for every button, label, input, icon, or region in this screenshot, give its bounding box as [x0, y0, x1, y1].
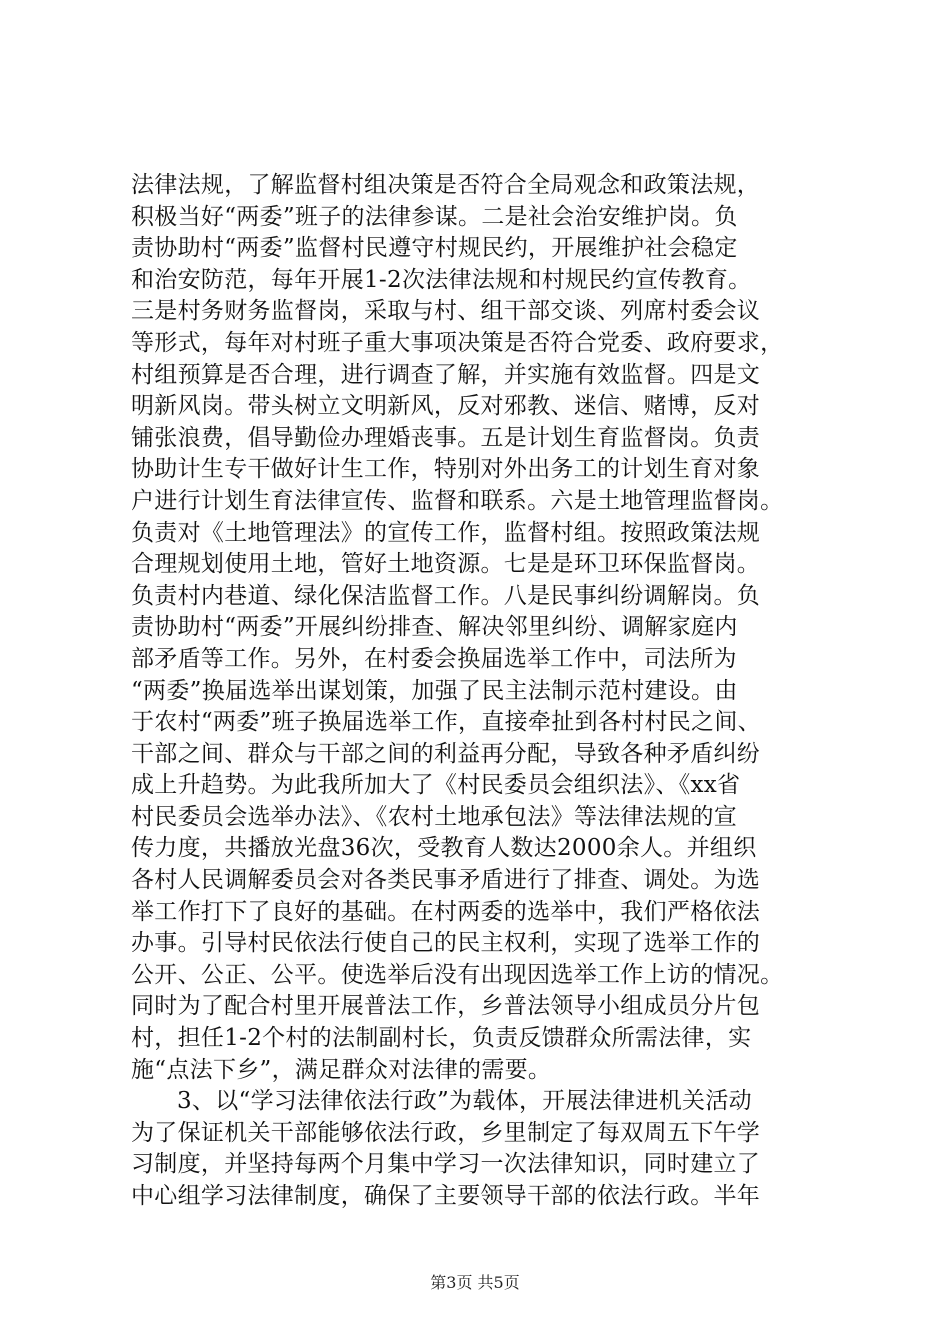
text-line: 中心组学习法律制度，确保了主要领导干部的依法行政。半年 [131, 1183, 761, 1209]
section-heading: 3、以“学习法律依法行政”为载体，开展法律进机关活动 [177, 1088, 752, 1115]
text-line: 村民委员会选举办法》、《农村土地承包法》等法律法规的宣 [131, 803, 738, 830]
text-line: 成上升趋势。为此我所加大了《村民委员会组织法》、《xx省 [131, 772, 741, 799]
text-line: 户进行计划生育法律宣传、监督和联系。六是土地管理监督岗。 [131, 487, 784, 514]
text-line: 合理规划使用土地，管好土地资源。七是是环卫环保监督岗。 [131, 551, 761, 578]
text-line: 村组预算是否合理，进行调查了解，并实施有效监督。四是文 [131, 361, 761, 388]
text-line: 传力度，共播放光盘36次，受教育人数达2000余人。并组织 [131, 835, 757, 862]
text-line: 等形式，每年对村班子重大事项决策是否符合党委、政府要求， [131, 329, 784, 356]
text-line: 习制度，并坚持每两个月集中学习一次法律知识，同时建立了 [131, 1151, 761, 1178]
text-line: 协助计生专干做好计生工作，特别对外出务工的计划生育对象 [131, 456, 761, 483]
text-line: 公开、公正、公平。使选举后没有出现因选举工作上访的情况。 [131, 961, 784, 988]
text-line: 为了保证机关干部能够依法行政，乡里制定了每双周五下午学 [131, 1119, 761, 1146]
text-line: 和治安防范，每年开展1-2次法律法规和村规民约宣传教育。 [131, 266, 752, 293]
text-line: 部矛盾等工作。另外，在村委会换届选举工作中，司法所为 [131, 645, 737, 672]
text-line: “两委”换届选举出谋划策，加强了民主法制示范村建设。由 [131, 677, 738, 704]
text-line: 于农村“两委”班子换届选举工作，直接牵扯到各村村民之间、 [131, 709, 761, 736]
text-line: 举工作打下了良好的基础。在村两委的选举中，我们严格依法 [131, 898, 761, 925]
page-footer: 第3页 共5页 [430, 1273, 520, 1292]
text-line: 明新风岗。带头树立文明新风，反对邪教、迷信、赌博，反对 [131, 393, 761, 420]
text-line: 法律法规，了解监督村组决策是否符合全局观念和政策法规， [131, 172, 761, 198]
text-line: 负责对《土地管理法》的宣传工作，监督村组。按照政策法规 [131, 519, 761, 546]
text-line: 责协助村“两委”监督村民遵守村规民约，开展维护社会稳定 [131, 235, 738, 262]
text-line: 干部之间、群众与干部之间的利益再分配，导致各种矛盾纠纷 [131, 740, 761, 767]
text-line: 积极当好“两委”班子的法律参谋。二是社会治安维护岗。负 [131, 203, 738, 230]
text-line: 同时为了配合村里开展普法工作，乡普法领导小组成员分片包 [131, 993, 761, 1020]
text-line: 施“点法下乡”，满足群众对法律的需要。 [131, 1056, 552, 1083]
text-line: 负责村内巷道、绿化保洁监督工作。八是民事纠纷调解岗。负 [131, 582, 761, 609]
text-line: 铺张浪费，倡导勤俭办理婚丧事。五是计划生育监督岗。负责 [131, 424, 761, 451]
text-line: 三是村务财务监督岗，采取与村、组干部交谈、列席村委会议 [131, 298, 761, 325]
text-line: 责协助村“两委”开展纠纷排查、解决邻里纠纷、调解家庭内 [131, 614, 738, 641]
text-line: 办事。引导村民依法行使自己的民主权利，实现了选举工作的 [131, 930, 761, 957]
text-line: 各村人民调解委员会对各类民事矛盾进行了排查、调处。为选 [131, 867, 761, 894]
body-text [131, 170, 831, 1213]
text-line: 村，担任1-2个村的法制副村长，负责反馈群众所需法律，实 [131, 1025, 752, 1052]
